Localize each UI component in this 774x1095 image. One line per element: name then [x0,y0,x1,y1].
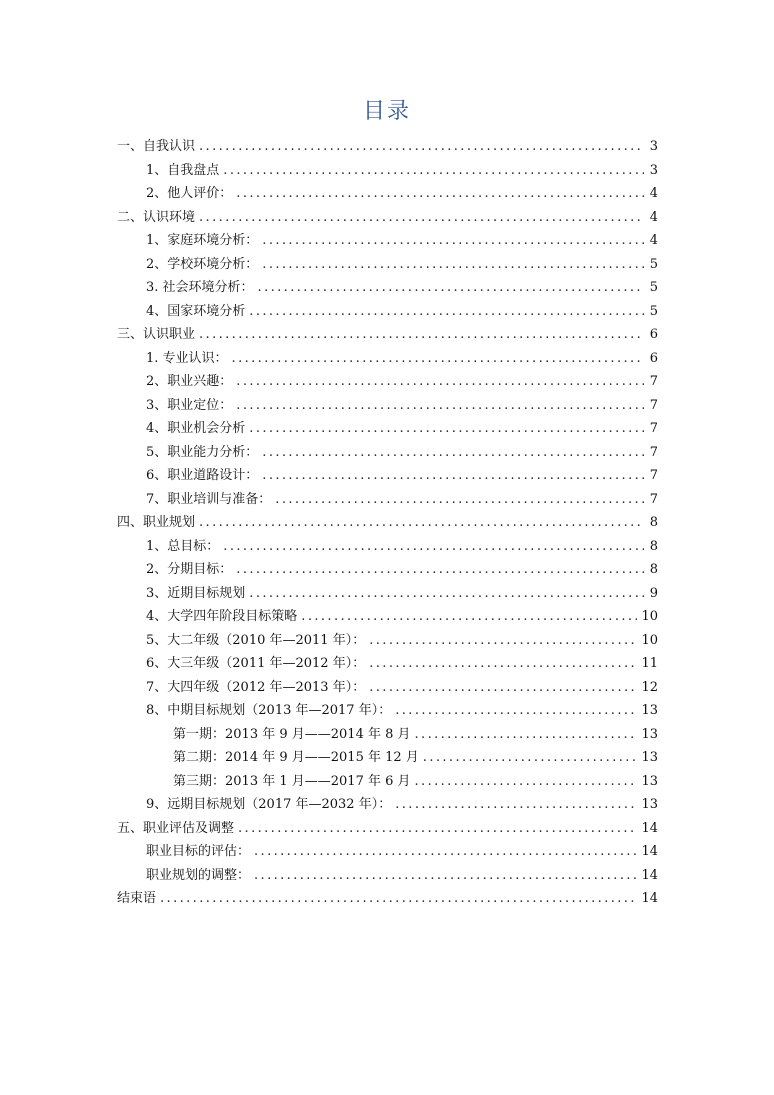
toc-entry-label: 3、职业定位： [146,397,233,413]
toc-entry-label: 第三期：2013 年 1 月——2017 年 6 月 [173,773,411,789]
toc-entry[interactable] [117,206,658,230]
toc-entry-label: 三、认识职业 [117,327,196,342]
toc-entry-label: 6、职业道路设计： [146,468,259,483]
toc-entry[interactable] [117,699,658,723]
toc-page-number: 13 [641,773,658,789]
toc-leader-dots [249,582,644,606]
toc-leader-dots [236,370,644,394]
toc-leader-dots [301,605,637,629]
toc-leader-dots [262,464,644,488]
toc-entry[interactable] [117,723,658,747]
toc-leader-dots [369,652,637,676]
toc-entry[interactable] [117,323,658,347]
toc-leader-dots [262,229,644,253]
toc-page-number: 6 [649,327,658,342]
toc-page-number: 7 [649,397,658,413]
toc-leader-dots [369,676,637,700]
toc-leader-dots [249,300,644,324]
toc-entry-label: 职业目标的评估： [146,844,251,859]
toc-entry-label: 第二期：2014 年 9 月——2015 年 12 月 [173,750,419,765]
toc-entry[interactable] [117,840,658,864]
toc-page-number: 8 [649,515,658,530]
toc-entry[interactable] [117,676,658,700]
toc-entry-label: 1、总目标： [146,538,220,554]
toc-entry[interactable] [117,817,658,841]
toc-page-number: 5 [649,256,658,272]
toc-entry-label: 5、大二年级（2010 年—2011 年）： [146,632,366,648]
toc-entry[interactable] [117,652,658,676]
toc-entry-label: 1、家庭环境分析： [146,233,259,248]
toc-page-number: 13 [641,797,658,812]
toc-page-number: 4 [649,209,658,225]
toc-entry-label: 第一期：2013 年 9 月——2014 年 8 月 [173,726,411,742]
toc-page-number: 7 [649,374,658,389]
toc-leader-dots [236,558,644,582]
toc-leader-dots [199,323,644,347]
toc-leader-dots [395,699,637,723]
toc-entry[interactable] [117,488,658,512]
toc-entry[interactable] [117,370,658,394]
toc-leader-dots [199,206,644,230]
toc-entry-label: 9、远期目标规划（2017 年—2032 年）： [146,797,392,812]
toc-entry[interactable] [117,746,658,770]
toc-entry-label: 3、近期目标规划 [146,585,246,601]
toc-entry-label: 结束语 [117,891,157,906]
toc-entry[interactable] [117,276,658,300]
toc-title: 目录 [362,99,411,124]
toc-page-number: 4 [649,186,658,201]
toc-page-number: 14 [641,867,658,883]
toc-page-number: 7 [649,444,658,460]
toc-leader-dots [423,746,638,770]
toc-page-number: 13 [641,726,658,742]
toc-entry[interactable] [117,605,658,629]
toc-entry[interactable] [117,629,658,653]
toc-page-number: 9 [649,585,658,601]
toc-entry-label: 2、他人评价： [146,186,233,201]
toc-page-number: 7 [649,421,658,436]
toc-entry[interactable] [117,511,658,535]
toc-leader-dots [275,488,644,512]
toc-entry-label: 五、职业评估及调整 [117,820,235,836]
toc-leader-dots [232,347,644,371]
toc-page-number: 13 [641,750,658,765]
toc-leader-dots [160,887,637,911]
toc-page-number: 8 [649,538,658,554]
toc-page-number: 6 [649,350,658,366]
toc-leader-dots [223,535,644,559]
toc-page-number: 10 [641,609,658,624]
toc-leader-dots [223,159,644,183]
toc-entry-label: 4、国家环境分析 [146,303,246,319]
toc-entry[interactable] [117,864,658,888]
toc-entry[interactable] [117,347,658,371]
toc-entry-label: 二、认识环境 [117,209,196,225]
toc-page-number: 3 [649,162,658,178]
toc-leader-dots [236,394,644,418]
toc-entry-label: 8、中期目标规划（2013 年—2017 年）： [146,703,392,718]
toc-leader-dots [415,770,638,794]
toc-entry[interactable] [117,300,658,324]
toc-entry[interactable] [117,558,658,582]
toc-entry-label: 7、大四年级（2012 年—2013 年）： [146,679,366,695]
toc-entry-label: 2、职业兴趣： [146,374,233,389]
toc-entry[interactable] [117,135,658,159]
toc-page-number: 7 [649,468,658,483]
toc-leader-dots [262,441,644,465]
toc-page-number: 11 [641,656,658,671]
toc-page-number: 8 [649,562,658,577]
toc-entry-label: 四、职业规划 [117,515,196,530]
toc-entry-label: 一、自我认识 [117,139,196,154]
toc-leader-dots [236,182,644,206]
toc-entry[interactable] [117,394,658,418]
toc-entry[interactable] [117,229,658,253]
toc-leader-dots [369,629,637,653]
toc-entry[interactable] [117,793,658,817]
toc-page-number: 13 [641,703,658,718]
toc-leader-dots [199,135,644,159]
toc-page-number: 10 [641,632,658,648]
toc-leader-dots [199,511,644,535]
toc-entry[interactable] [117,464,658,488]
toc-entry-label: 职业规划的调整： [146,867,251,883]
toc-entry-label: 2、分期目标： [146,562,233,577]
toc-page-number: 5 [649,280,658,295]
toc-entry[interactable] [117,535,658,559]
toc-page-number: 14 [641,891,658,906]
toc-leader-dots [415,723,638,747]
toc-entry-label: 6、大三年级（2011 年—2012 年）： [146,656,366,671]
toc-leader-dots [238,817,637,841]
toc-page-number: 14 [641,844,658,859]
toc-entry-label: 1. 专业认识： [146,350,228,366]
toc-leader-dots [258,276,644,300]
toc-entry[interactable] [117,887,658,911]
toc-leader-dots [395,793,637,817]
toc-leader-dots [249,417,644,441]
toc-leader-dots [254,840,637,864]
toc-entry[interactable] [117,441,658,465]
toc-page-number: 4 [649,233,658,248]
table-of-contents [117,135,658,911]
toc-entry[interactable] [117,253,658,277]
toc-page-number: 5 [649,303,658,319]
toc-page-number: 14 [641,820,658,836]
toc-entry-label: 4、职业机会分析 [146,421,246,436]
toc-entry-label: 2、学校环境分析： [146,256,259,272]
toc-leader-dots [254,864,637,888]
toc-entry[interactable] [117,770,658,794]
toc-entry[interactable] [117,182,658,206]
toc-leader-dots [262,253,644,277]
toc-entry[interactable] [117,417,658,441]
toc-entry[interactable] [117,159,658,183]
toc-page-number: 12 [641,679,658,695]
toc-entry-label: 1、自我盘点 [146,162,220,178]
toc-page-number: 7 [649,491,658,507]
toc-entry-label: 7、职业培训与准备： [146,491,272,507]
toc-entry-label: 5、职业能力分析： [146,444,259,460]
toc-entry-label: 4、大学四年阶段目标策略 [146,609,298,624]
toc-entry-label: 3. 社会环境分析： [146,280,254,295]
toc-page-number: 3 [649,139,658,154]
toc-entry[interactable] [117,582,658,606]
